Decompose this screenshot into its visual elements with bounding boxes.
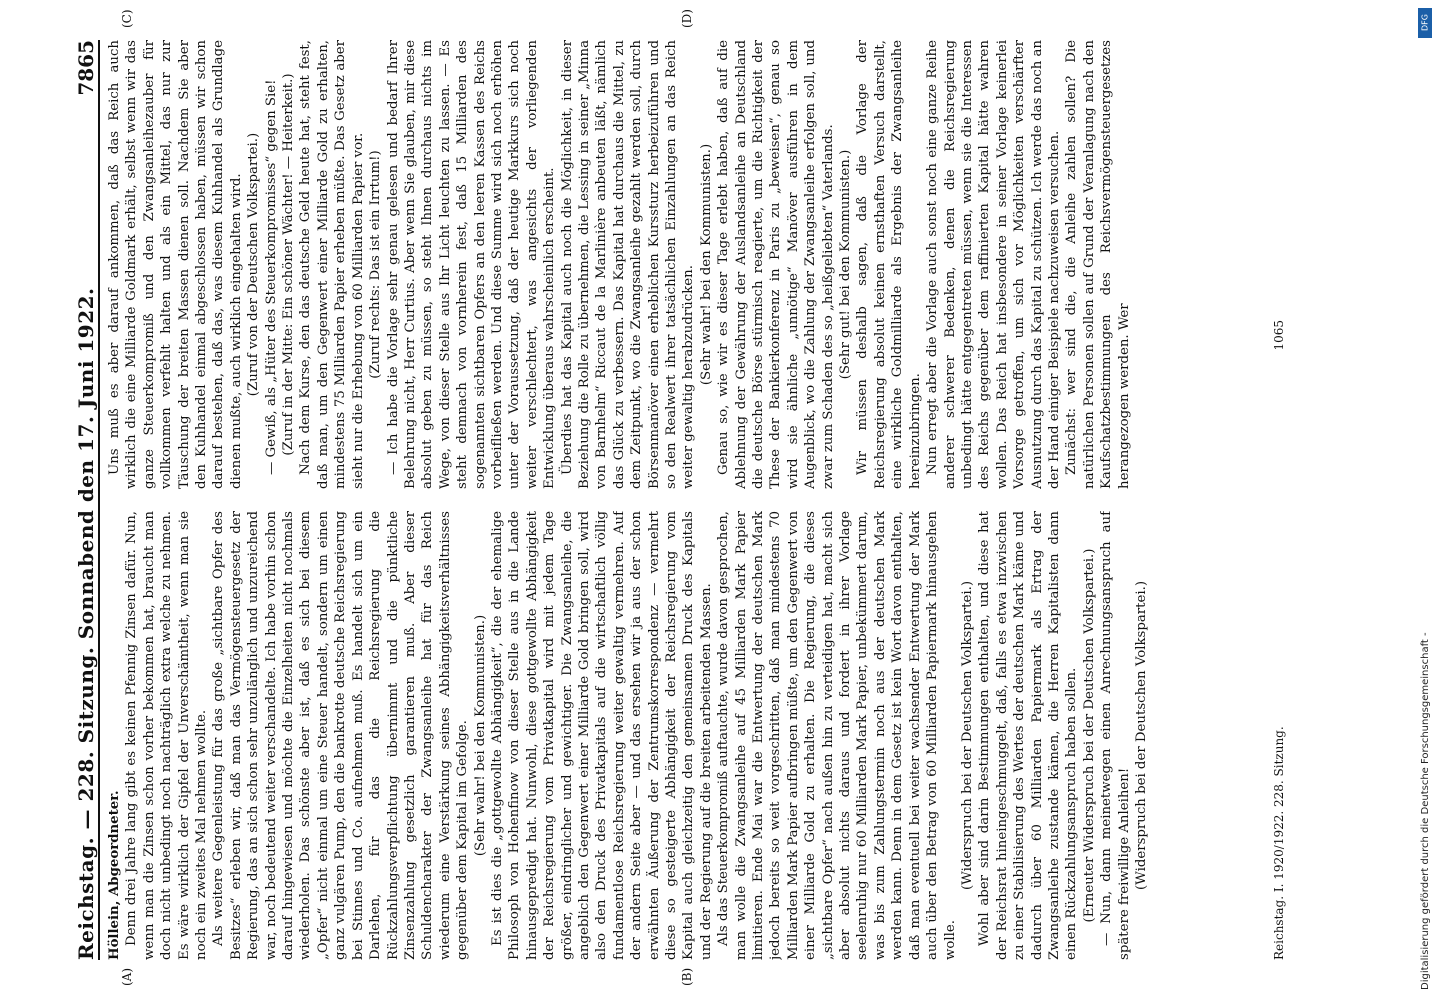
text-columns — [106, 40, 1286, 960]
paragraph: — Nun, dann meinetwegen einen Anrechnungsanspruch auf spätere freiwillige Anleihen! — [1099, 511, 1132, 960]
page-content — [60, 9, 1290, 986]
footer-left: Reichstag. I. 1920/1922. 228. Sitzung. — [1272, 726, 1286, 960]
speaker-name: Höllein, Abgeordneter. — [107, 790, 122, 960]
paragraph: Genau so, wie wir es dieser Tage erlebt haben, daß auf die Ablehnung der Gewährung der Auslandsanleihe an Deutschland die deutsche Börse stürmisch reagierte, um die Richtigkeit der These der Bankierkonferenz in Paris zu „beweisen“, genau so wird sie ähnliche „unnötige“ Manöver ausführen in dem Augenblick, wo die Zahlung der Zwangsanleihe erfolgen soll, und zwar zum Schaden des so „heißgeliebten“ Vaterlands. — [716, 40, 836, 489]
paragraph: Wir müssen deshalb sagen, daß die Vorlage der Reichsregierung absolut keinen ernsthaften Versuch darstellt, eine wirkliche Goldmilliarde als Ergebnis der Zwangsanleihe hereinzubringen. — [855, 40, 923, 489]
interjection: (Zuruf von der Deutschen Volkspartei.) — [246, 132, 262, 397]
margin-marker-c: (C) — [120, 9, 134, 28]
interjection: (Widerspruch bei der Deutschen Volkspartei.) — [959, 580, 975, 891]
paragraph: Nun erregt aber die Vorlage auch sonst noch eine ganze Reihe anderer schwerer Bedenken, denen die Reichsregierung unbedingt hätte entgegentreten müssen, wenn sie die Interessen des Reichs gegenüber dem raffinierten Kapital hätte wahren wollen. Das Reich hat insbesondere in seiner Vorlage keinerlei Vorsorge getroffen, um sich vor Möglichkeiten verschärfter Ausnutzung durch das Kapital zu schützen. Ich werde das noch an der Hand einiger Beispiele nachzuweisen versuchen. — [925, 40, 1062, 489]
interjection: (Sehr wahr! bei den Kommunisten.) — [472, 614, 488, 857]
margin-marker-d: (D) — [680, 9, 694, 28]
paragraph: Denn drei Jahre lang gibt es keinen Pfennig Zinsen dafür. Nun, wenn man die Zinsen schon vorher bekommen hat, braucht man doch nicht unbedingt noch nachträglich extra welche zu nehmen. Es wäre wirklich der Gipfel der Unverschämtheit, wenn man sie noch ein zweites Mal nehmen wollte. — [124, 511, 210, 960]
paragraph: — Ich habe die Vorlage sehr genau gelesen und bedarf Ihrer Belehrung nicht, Herr Curtius. Aber wenn Sie glauben, mir diese absolut geben zu müssen, so steht Ihnen durchaus nichts im Wege, von dieser Stelle aus Ihr Licht leuchten zu lassen. — Es steht demnach von vornherein fest, daß 15 Milliarden des sogenannten sichtbaren Opfers an den leeren Kassen des Reichs vorbeifließen werden. Und diese Summe wird sich noch erhöhen unter der Voraussetzung, daß der heutige Markkurs sich noch weiter verschlechtert, was angesichts der vorliegenden Entwicklung überaus wahrscheinlich erscheint. — [385, 40, 558, 489]
margin-marker-b: (B) — [680, 967, 694, 986]
paragraph: Als weitere Gegenleistung für das große „sichtbare Opfer des Besitzes“ erleben wir, daß man das Vermögensteuergesetz der Regierung, das an sich schon sehr unzulänglich und unzureichend war, noch bedeutend weiter verschandelte. Ich habe vorhin schon darauf hingewiesen und möchte die Einzelheiten nicht nochmals wiederholen. Das schönste aber ist, daß es sich bei diesem „Opfer“ nicht einmal um eine Steuer handelt, sondern um einen ganz vulgären Pump, den die bankrotte deutsche Reichsregierung bei Stinnes und Co. aufnehmen muß. Es handelt sich um ein Darlehen, für das die Reichsregierung die Rückzahlungsverpflichtung übernimmt und die pünktliche Zinsenzahlung gesetzlich garantieren muß. Aber dieser Schuldencharakter der Zwangsanleihe hat für das Reich wiederum eine Verstärkung seines Abhängigkeitsverhältnisses gegenüber dem Kapital im Gefolge. — [211, 511, 471, 960]
interjection: (Sehr gut! bei den Kommunisten.) — [838, 149, 854, 380]
interjection: (Widerspruch bei der Deutschen Volkspartei.) — [1133, 580, 1149, 891]
dfg-logo-icon: DFG — [1418, 8, 1432, 38]
page-number: 7865 — [74, 40, 98, 96]
footer-right: 1065 — [1272, 320, 1286, 351]
interjection: (Sehr wahr! bei den Kommunisten.) — [698, 143, 714, 386]
paragraph: Zunächst: wer sind die, die Anleihe zahlen sollen? Die natürlichen Personen sollen auf Grund der Veranlagung nach den Kaufschatzbestimmungen des Reichsvermögensteuergesetzes herangezogen werden. Wer — [1064, 40, 1132, 489]
column-right — [106, 40, 1286, 489]
paragraph: Nach dem Kurse, den das deutsche Geld heute hat, steht fest, daß man, um den Gegenwert einer Milliarde Gold zu erhalten, mindestens 75 Milliarden Papier erheben müßte. Das Gesetz aber sieht nur die Erhebung von 60 Milliarden Papier vor. — [298, 40, 366, 489]
page-header-title: Reichstag. — 228. Sitzung. Sonnabend den 17. Juni 1922. — [74, 287, 98, 960]
interjection: (Erneuter Widerspruch bei der Deutschen Volkspartei.) — [1081, 548, 1097, 923]
interjection: (Zuruf rechts: Das ist ein Irrtum!) — [368, 150, 384, 379]
paragraph: Uns muß es aber darauf ankommen, daß das Reich auch wirklich die eine Milliarde Goldmark erhält, selbst wenn wir das ganze Steuerkompromiß und den Zwangsanleihezauber für vollkommen verfehlt halten und als ein Mittel, das nur zur Täuschung der breiten Massen dienen soll. Nachdem Sie aber den Kuhhandel einmal abgeschlossen haben, müssen wir schon darauf bestehen, daß das, was diesem Kuhhandel als Grundlage dienen mußte, auch wirklich eingehalten wird. — [107, 40, 244, 489]
margin-marker-a: (A) — [120, 967, 134, 986]
interjection: (Zuruf in der Mitte: Ein schöner Wächter! — Heiterkeit.) — [281, 73, 297, 456]
column-left — [106, 511, 1286, 960]
paragraph: Es ist dies die „gottgewollte Abhängigkeit“, die der ehemalige Philosoph von Hohenfinow von dieser Stelle aus in die Lande hinausgepredigt hat. Nunwohl, diese gottgewollte Abhängigkeit der Reichsregierung vom Privatkapital wird mit jedem Tage größer, eindringlicher und gewichtiger. Die Zwangsanleihe, die angeblich den Gegenwert einer Milliarde Gold bringen soll, wird also den Druck des Privatkapitals auf die wirtschaftlich völlig fundamentlose Reichsregierung weiter gewaltig vermehren. Auf der andern Seite aber — und das ersehen wir ja aus der schon erwähnten Äußerung der Zentrumskorrespondenz — vermehrt diese so gesteigerte Abhängigkeit der Reichsregierung vom Kapital auch gleichzeitig den gemeinsamen Druck des Kapitals und der Regierung auf die breiten arbeitenden Massen. — [489, 511, 714, 960]
paragraph: Überdies hat das Kapital auch noch die Möglichkeit, in dieser Beziehung die Rolle zu übernehmen, die Lessing in seiner „Minna von Barnhelm“ Riccaut de la Marlinière anbeuten läßt, nämlich das Glück zu verbessern. Das Kapital hat durchaus die Mittel, zu dem Zeitpunkt, wo die Zwangsanleihe gezahlt werden soll, durch Börsenmanöver einen erheblichen Kurssturz herbeizuführen und so den Realwert ihrer tatsächlichen Einzahlungen an das Reich weiter gewaltig herabzudrücken. — [559, 40, 697, 489]
paragraph: — Gewiß, als „Hüter des Steuerkompromisses“ gegen Sie! — [263, 79, 279, 475]
page-header — [60, 40, 100, 960]
paragraph: Als das Steuerkompromiß auftauchte, wurde davon gesprochen, man wolle die Zwangsanleihe auf 45 Milliarden Mark Papier limitieren. Ende Mai war die Entwertung der deutschen Mark jedoch bereits so weit vorgeschritten, daß man mindestens 70 Milliarden Mark Papier aufbringen müßte, um den Gegenwert von einer Milliarde Gold zu erhalten. Die Regierung, die dieses „sichtbare Opfer“ nach außen hin zu verteidigen hat, macht sich aber absolut nichts daraus und fordert in ihrer Vorlage seelenruhig nur 60 Milliarden Mark Papier, unbekümmert darum, was bis zum Zahlungstermin noch aus der deutschen Mark werden kann. Denn in dem Gesetz ist kein Wort davon enthalten, daß man eventuell bei weiter wachsender Entwertung der Mark auch über den Betrag von 60 Milliarden Papiermark hinausgehen wolle. — [716, 511, 958, 960]
paragraph: Wohl aber sind darin Bestimmungen enthalten, und diese hat der Reichsrat hineingeschmuggelt, daß, falls es etwa inzwischen zu einer Stabilisierung des Wertes der deutschen Mark käme und dadurch über 60 Milliarden Papiermark als Ertrag der Zwangsanleihe zustande kämen, die Herren Kapitalisten dann einen Rückzahlungsanspruch haben sollen. — [977, 511, 1080, 960]
digitization-credit: Digitalisierung gefördert durch die Deutsche Forschungsgemeinschaft - — [1420, 632, 1431, 990]
